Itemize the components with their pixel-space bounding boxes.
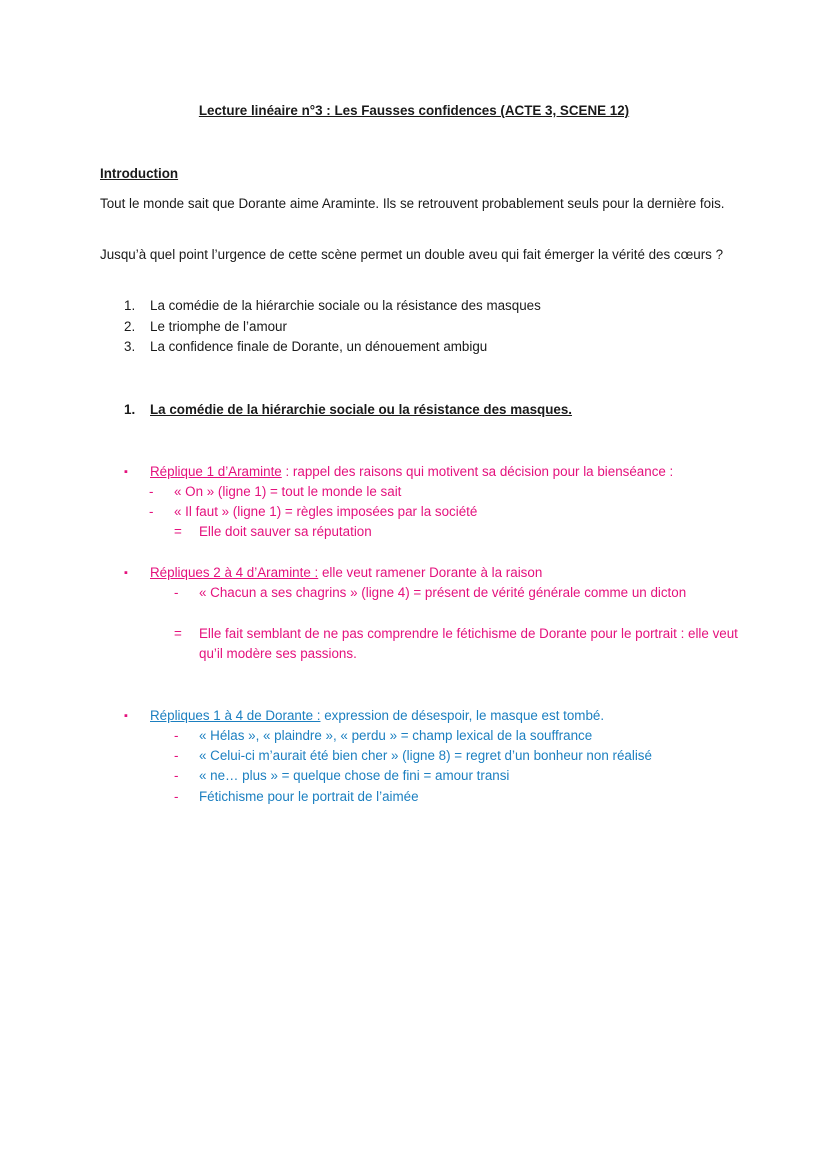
bullet-lead: Répliques 2 à 4 d’Araminte : (150, 565, 319, 580)
bullet-lead: Répliques 1 à 4 de Dorante : (150, 708, 321, 723)
bullet-text: elle veut ramener Dorante à la raison (318, 565, 543, 580)
section-number: 1. (124, 402, 136, 417)
bullet-lead: Réplique 1 d’Araminte (150, 464, 282, 479)
dash-item-text: « Il faut » (ligne 1) = règles imposées par la société (174, 504, 478, 519)
bullet-text: expression de désespoir, le masque est tombé. (320, 708, 605, 723)
plan-item (100, 337, 541, 358)
dash-item-text: « Chacun a ses chagrins » (ligne 4) = présent de vérité générale comme un dicton (199, 585, 687, 600)
dash-marker: - (174, 748, 179, 763)
dash-marker: - (174, 768, 179, 783)
dash-item-text: « ne… plus » = quelque chose de fini = amour transi (199, 768, 510, 783)
plan-item (100, 317, 541, 338)
plan-list (100, 296, 541, 358)
dash-marker: - (149, 484, 154, 499)
plan-item-number: 2. (124, 318, 136, 334)
document-title: Lecture linéaire n°3 : Les Fausses confidences (ACTE 3, SCENE 12) (198, 103, 630, 118)
dash-marker: - (174, 585, 179, 600)
equals-marker: = (174, 626, 182, 641)
square-bullet-icon: ▪ (124, 710, 128, 722)
plan-item-number: 3. (124, 339, 136, 354)
plan-item-text: Le triomphe de l’amour (150, 318, 287, 334)
plan-item-text: La confidence finale de Dorante, un dénouement ambigu (150, 339, 488, 354)
dash-item-text: Fétichisme pour le portrait de l’aimée (199, 789, 419, 804)
section-title: La comédie de la hiérarchie sociale ou la résistance des masques. (150, 402, 573, 417)
introduction-paragraph-1: Tout le monde sait que Dorante aime Araminte. Ils se retrouvent probablement seuls pour la dernière fois. (100, 196, 725, 211)
square-bullet-icon: ▪ (124, 466, 128, 478)
introduction-paragraph-2: Jusqu’à quel point l’urgence de cette scène permet un double aveu qui fait émerger la vérité des cœurs ? (100, 247, 724, 262)
introduction-heading: Introduction (100, 166, 179, 181)
dash-item-text: « Celui-ci m’aurait été bien cher » (ligne 8) = regret d’un bonheur non réalisé (199, 748, 652, 763)
conclusion-text: Elle fait semblant de ne pas comprendre le fétichisme de Dorante pour le portrait : elle veut qu’il modère ses passions. (199, 626, 738, 661)
equals-marker: = (174, 524, 182, 539)
square-bullet-icon: ▪ (124, 567, 128, 579)
dash-marker: - (174, 789, 179, 804)
dash-item-text: « Hélas », « plaindre », « perdu » = champ lexical de la souffrance (199, 728, 593, 743)
plan-item-text: La comédie de la hiérarchie sociale ou la résistance des masques (150, 298, 541, 313)
dash-marker: - (149, 504, 154, 519)
plan-item (100, 296, 541, 317)
bullet-text: : rappel des raisons qui motivent sa décision pour la bienséance : (281, 464, 674, 479)
dash-marker: - (174, 728, 179, 743)
dash-item-text: « On » (ligne 1) = tout le monde le sait (174, 484, 402, 499)
conclusion-text: Elle doit sauver sa réputation (199, 524, 372, 539)
plan-item-number: 1. (124, 298, 136, 313)
